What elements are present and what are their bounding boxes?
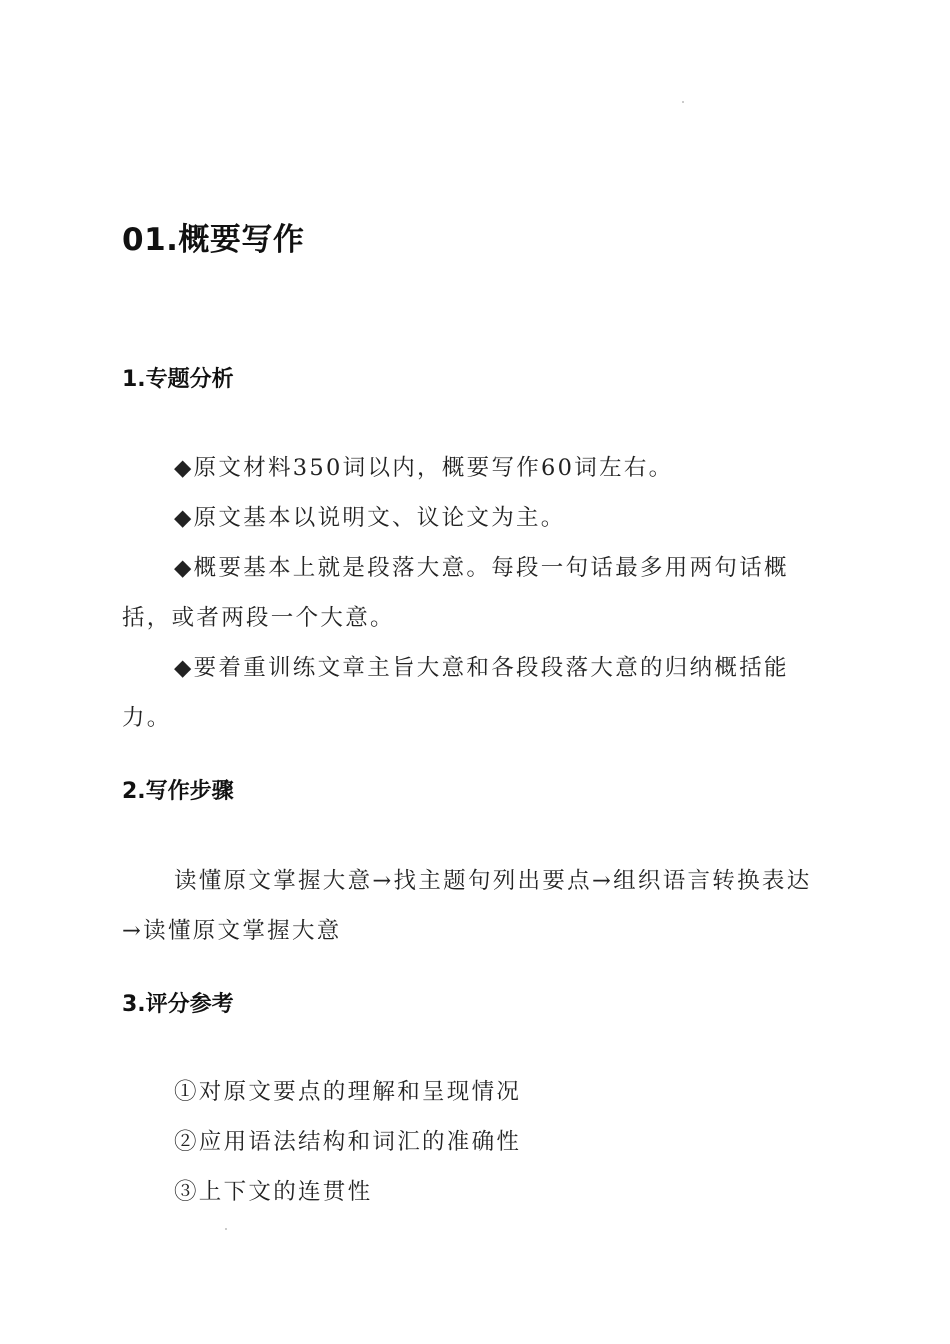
steps-paragraph: 读懂原文掌握大意→找主题句列出要点→组织语言转换表达→读懂原文掌握大意 bbox=[122, 868, 812, 944]
speck-mark bbox=[682, 101, 684, 103]
bullet-paragraph: ◆概要基本上就是段落大意。每段一句话最多用两句话概括，或者两段一个大意。 bbox=[122, 555, 789, 631]
bullet-paragraph: ◆要着重训练文章主旨大意和各段段落大意的归纳概括能力。 bbox=[122, 655, 789, 731]
section-heading-scoring: 3.评分参考 bbox=[122, 992, 234, 1017]
section-heading-analysis: 1.专题分析 bbox=[122, 367, 234, 392]
bullet-paragraph: ◆原文材料350词以内，概要写作60词左右。 bbox=[174, 455, 674, 481]
scoring-item: ③上下文的连贯性 bbox=[174, 1179, 373, 1205]
section-heading-steps: 2.写作步骤 bbox=[122, 779, 234, 804]
page-title: 01.概要写作 bbox=[122, 222, 305, 258]
scoring-item: ①对原文要点的理解和呈现情况 bbox=[174, 1079, 522, 1105]
speck-mark bbox=[225, 1228, 227, 1230]
scoring-item: ②应用语法结构和词汇的准确性 bbox=[174, 1129, 522, 1155]
bullet-paragraph: ◆原文基本以说明文、议论文为主。 bbox=[174, 505, 566, 531]
